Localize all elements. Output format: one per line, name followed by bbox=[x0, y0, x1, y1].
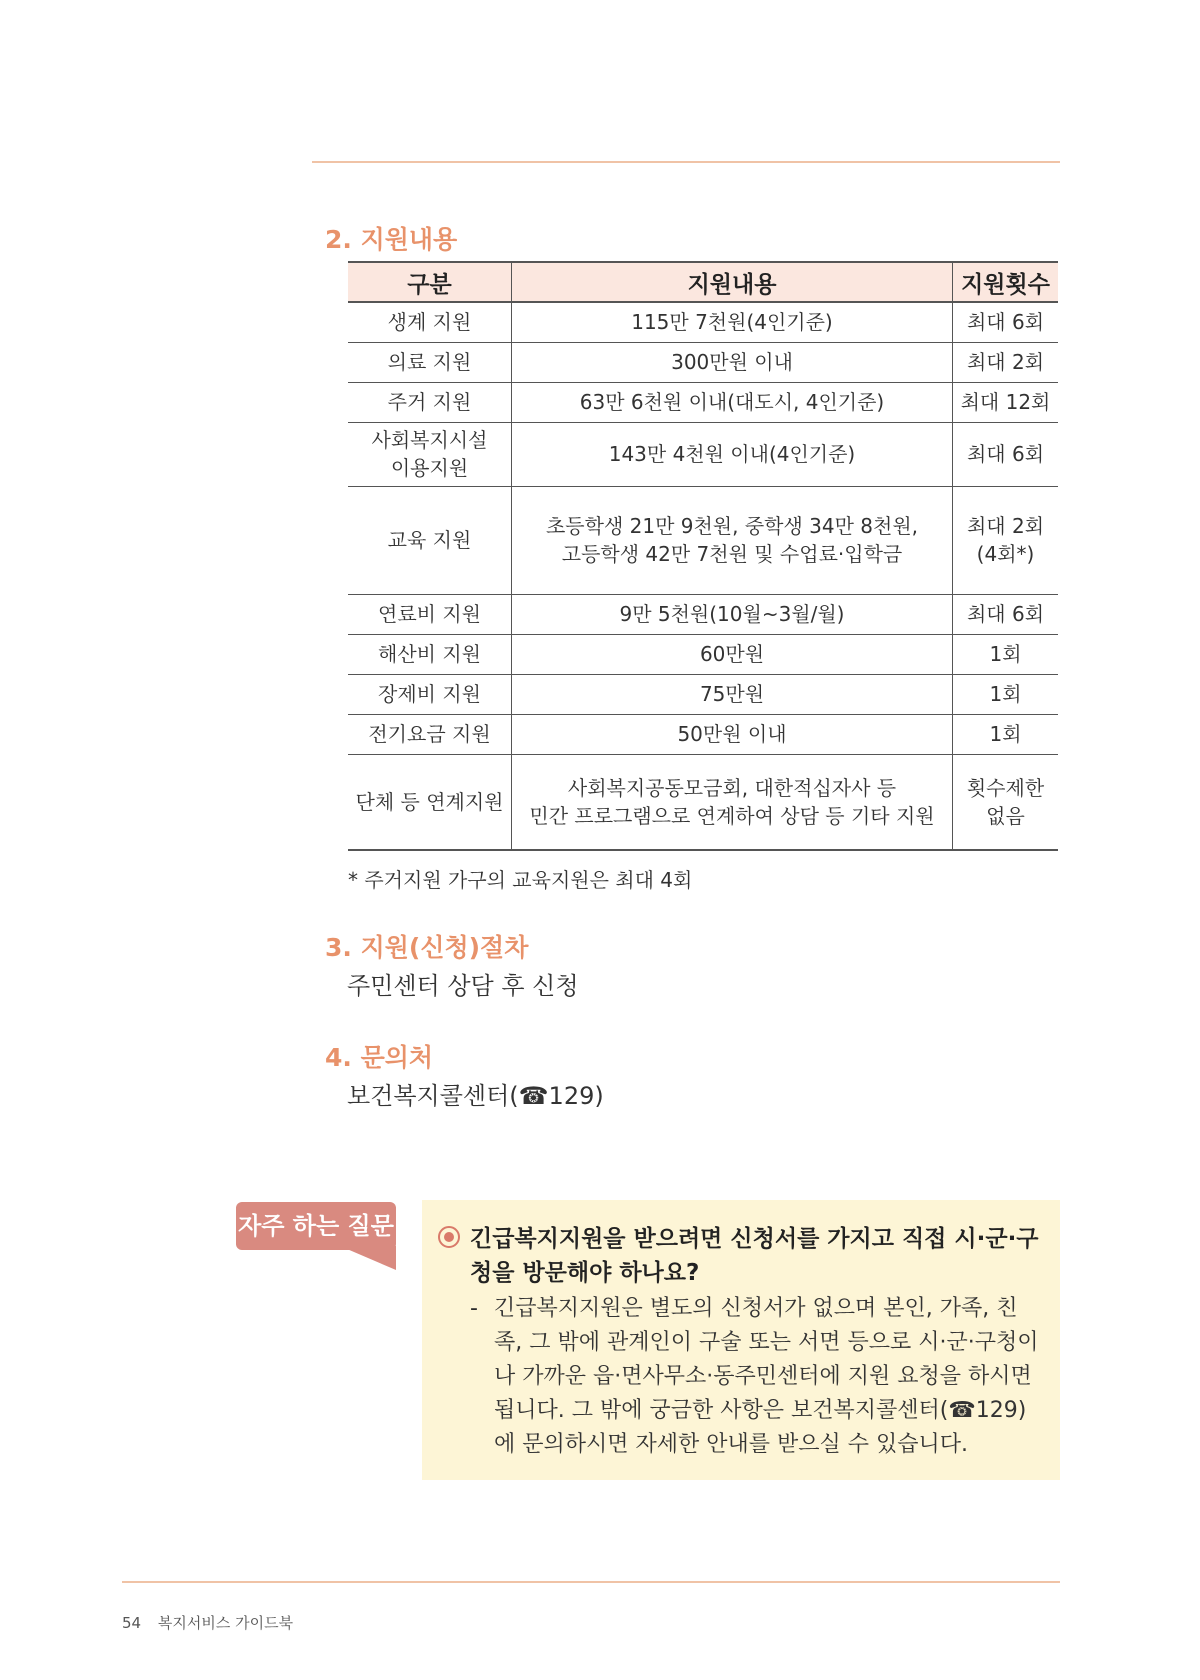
cell-count: 1회 bbox=[953, 714, 1059, 754]
table-row bbox=[348, 302, 1058, 342]
page-number: 54 bbox=[122, 1614, 142, 1632]
section-title-contact: 4. 문의처 bbox=[325, 1043, 434, 1072]
book-title: 복지서비스 가이드북 bbox=[157, 1614, 294, 1632]
table-header-row bbox=[348, 262, 1058, 302]
bullet-circle-icon bbox=[438, 1226, 460, 1248]
cell-content: 9만 5천원(10월~3월/월) bbox=[512, 594, 953, 634]
cell-category: 장제비 지원 bbox=[348, 674, 512, 714]
cell-category: 교육 지원 bbox=[348, 486, 512, 594]
cell-content: 115만 7천원(4인기준) bbox=[512, 302, 953, 342]
support-content-table bbox=[348, 261, 1058, 851]
table-row bbox=[348, 342, 1058, 382]
section-title-procedure: 3. 지원(신청)절차 bbox=[325, 933, 529, 962]
cell-category: 생계 지원 bbox=[348, 302, 512, 342]
top-divider bbox=[312, 161, 1060, 163]
cell-count: 최대 6회 bbox=[953, 422, 1059, 486]
contact-text: 보건복지콜센터(☎129) bbox=[347, 1082, 604, 1110]
faq-tag: 자주 하는 질문 bbox=[236, 1202, 396, 1250]
table-row bbox=[348, 594, 1058, 634]
table-row bbox=[348, 714, 1058, 754]
table-body bbox=[348, 302, 1058, 850]
cell-count: 1회 bbox=[953, 634, 1059, 674]
cell-content: 300만원 이내 bbox=[512, 342, 953, 382]
cell-category: 주거 지원 bbox=[348, 382, 512, 422]
faq-tag-tail bbox=[340, 1246, 396, 1270]
faq-box bbox=[422, 1200, 1060, 1480]
header-count: 지원횟수 bbox=[953, 262, 1059, 302]
cell-category: 연료비 지원 bbox=[348, 594, 512, 634]
cell-count: 최대 6회 bbox=[953, 594, 1059, 634]
table-row bbox=[348, 422, 1058, 486]
table-row bbox=[348, 754, 1058, 850]
table-row bbox=[348, 382, 1058, 422]
cell-content: 143만 4천원 이내(4인기준) bbox=[512, 422, 953, 486]
section-title-support-content: 2. 지원내용 bbox=[325, 225, 458, 254]
table-row bbox=[348, 486, 1058, 594]
header-content: 지원내용 bbox=[512, 262, 953, 302]
cell-content: 초등학생 21만 9천원, 중학생 34만 8천원, 고등학생 42만 7천원 및 수업료·입학금 bbox=[512, 486, 953, 594]
cell-count: 최대 12회 bbox=[953, 382, 1059, 422]
page-footer bbox=[122, 1612, 293, 1633]
cell-count: 최대 2회 (4회*) bbox=[953, 486, 1059, 594]
cell-content: 사회복지공동모금회, 대한적십자사 등 민간 프로그램으로 연계하여 상담 등 기타 지원 bbox=[512, 754, 953, 850]
cell-category: 해산비 지원 bbox=[348, 634, 512, 674]
header-category: 구분 bbox=[348, 262, 512, 302]
table-footnote: * 주거지원 가구의 교육지원은 최대 4회 bbox=[348, 868, 693, 892]
cell-category: 단체 등 연계지원 bbox=[348, 754, 512, 850]
cell-count: 1회 bbox=[953, 674, 1059, 714]
cell-content: 60만원 bbox=[512, 634, 953, 674]
faq-answer: 긴급복지지원은 별도의 신청서가 없으며 본인, 가족, 친족, 그 밖에 관계인이 구술 또는 서면 등으로 시·군·구청이나 가까운 읍·면사무소·동주민센터에 지원 요청을 하시면 됩니다. 그 밖에 궁금한 사항은 보건복지콜센터(☎129)에 문의하시면 자세한 안내를 받으실 수 있습니다. bbox=[494, 1296, 1039, 1457]
cell-category: 전기요금 지원 bbox=[348, 714, 512, 754]
bottom-divider bbox=[122, 1581, 1060, 1583]
cell-content: 50만원 이내 bbox=[512, 714, 953, 754]
procedure-text: 주민센터 상담 후 신청 bbox=[347, 972, 579, 1000]
faq-question: 긴급복지지원을 받으려면 신청서를 가지고 직접 시·군·구청을 방문해야 하나요? bbox=[470, 1226, 1039, 1286]
cell-category: 의료 지원 bbox=[348, 342, 512, 382]
answer-dash: - bbox=[470, 1296, 478, 1321]
table-row bbox=[348, 634, 1058, 674]
cell-count: 횟수제한 없음 bbox=[953, 754, 1059, 850]
table-row bbox=[348, 674, 1058, 714]
cell-count: 최대 2회 bbox=[953, 342, 1059, 382]
cell-content: 63만 6천원 이내(대도시, 4인기준) bbox=[512, 382, 953, 422]
cell-count: 최대 6회 bbox=[953, 302, 1059, 342]
cell-category: 사회복지시설 이용지원 bbox=[348, 422, 512, 486]
cell-content: 75만원 bbox=[512, 674, 953, 714]
